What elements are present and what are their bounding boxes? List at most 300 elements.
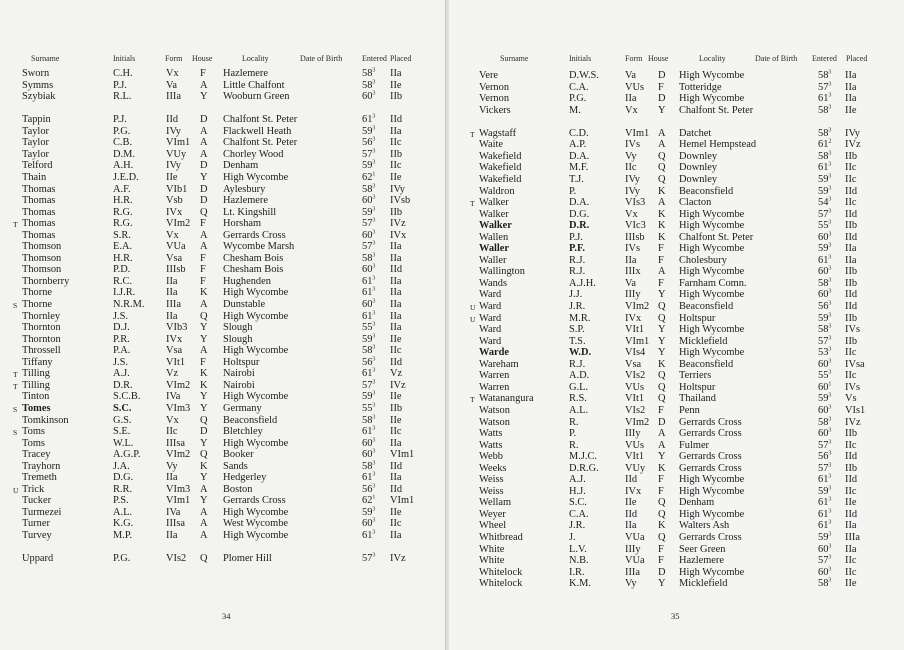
table-row [0, 160, 446, 171]
surname-cell: Whitelock [479, 578, 523, 590]
house-cell: A [200, 137, 208, 149]
entered-year: 58 [362, 183, 373, 195]
form-cell: Vsb [166, 195, 183, 206]
surname-cell: Wheel [479, 520, 507, 532]
initials-cell: A.J. [113, 368, 130, 380]
column-header-placed: Placed [390, 54, 412, 63]
placed-cell: IIb [845, 428, 858, 439]
surname-cell: Tucker [22, 495, 52, 507]
house-cell: Q [658, 381, 666, 393]
table-row [449, 544, 904, 555]
placed-cell: IIc [845, 197, 857, 208]
entered-year: 58 [818, 277, 829, 289]
form-cell: IIIa [166, 91, 181, 103]
table-row [449, 220, 904, 231]
entered-term: 3 [828, 427, 832, 434]
entered-cell [818, 174, 831, 185]
placed-cell: IIa [390, 437, 402, 449]
entered-year: 57 [362, 148, 373, 160]
entered-term: 3 [828, 104, 832, 111]
surname-cell: Tomes [22, 402, 51, 414]
surname-cell: Wallen [479, 231, 509, 243]
form-cell: IVx [625, 485, 642, 497]
form-cell: Va [625, 70, 636, 81]
locality-cell: Hazlemere [223, 68, 268, 79]
column-header-locality: Locality [699, 54, 726, 63]
entered-cell [362, 334, 375, 345]
form-cell: IId [166, 114, 179, 126]
entered-term: 1 [372, 494, 376, 501]
surname-cell: Uppard [22, 553, 54, 564]
entered-year: 59 [362, 506, 373, 518]
locality-cell: High Wycombe [223, 287, 289, 299]
locality-cell: Chalfont St. Peter [679, 104, 754, 116]
placed-cell: IIc [845, 439, 857, 451]
house-cell: D [200, 183, 208, 195]
entered-cell [818, 128, 831, 139]
locality-cell: Farnham Comn. [679, 277, 747, 289]
form-cell: VIt1 [166, 356, 186, 368]
form-cell: VIm3 [166, 483, 191, 495]
surname-cell: Thain [22, 171, 47, 183]
entered-year: 58 [362, 79, 373, 91]
form-cell: IIa [166, 530, 178, 541]
house-cell: F [658, 243, 664, 255]
house-cell: Q [658, 312, 666, 324]
initials-cell: A.H. [113, 160, 134, 172]
surname-cell: Ward [479, 324, 502, 336]
form-cell: IVy [166, 160, 182, 172]
surname-cell: Wakefield [479, 173, 522, 185]
table-row [449, 336, 904, 347]
entered-year: 58 [818, 70, 829, 81]
table-row [0, 507, 446, 518]
form-cell: Vy [166, 460, 178, 472]
house-cell: Y [200, 495, 208, 507]
house-cell: K [658, 208, 666, 220]
locality-cell: Holtspur [223, 356, 260, 368]
placed-cell: IIc [845, 555, 857, 567]
entered-term: 3 [372, 113, 376, 120]
entered-cell [362, 207, 375, 218]
form-cell: VIm1 [166, 495, 191, 507]
entered-year: 59 [362, 391, 373, 403]
entered-year: 57 [818, 555, 829, 567]
entered-cell [362, 357, 375, 368]
locality-cell: High Wycombe [679, 347, 745, 359]
house-cell: F [658, 485, 664, 497]
entered-term: 3 [372, 240, 376, 247]
placed-cell: IVz [845, 139, 861, 151]
entered-term: 3 [372, 390, 376, 397]
table-row [449, 520, 904, 531]
table-row [0, 253, 446, 264]
initials-cell: R. [569, 416, 579, 428]
entered-term: 3 [828, 346, 832, 353]
entered-year: 60 [362, 264, 373, 276]
placed-cell: IVz [845, 416, 861, 428]
entered-term: 3 [372, 252, 376, 259]
column-header-dob: Date of Birth [300, 54, 343, 63]
column-header-house: House [192, 54, 213, 63]
form-cell: IIIy [625, 289, 641, 301]
table-row [0, 368, 446, 379]
locality-cell: Chesham Bois [223, 252, 284, 264]
table-row [449, 313, 904, 324]
table-row [449, 162, 904, 173]
entered-term: 3 [828, 161, 832, 168]
entered-cell [818, 555, 831, 566]
house-cell: Y [658, 451, 666, 463]
entered-cell [362, 195, 375, 206]
surname-cell: Thomson [22, 241, 62, 253]
table-row [449, 70, 904, 81]
entered-cell [818, 93, 831, 104]
form-cell: Vx [625, 104, 638, 116]
placed-cell: IIc [390, 518, 402, 530]
house-cell: A [200, 530, 208, 541]
entered-cell [818, 509, 831, 520]
locality-cell: High Wycombe [223, 391, 289, 403]
entered-year: 59 [818, 185, 829, 197]
form-cell: VUa [625, 555, 645, 567]
entered-year: 61 [818, 162, 829, 174]
table-row [0, 218, 446, 229]
form-cell: VIs2 [166, 553, 187, 564]
entered-term: 3 [828, 473, 832, 480]
locality-cell: Horsham [223, 218, 262, 230]
form-cell: IIa [625, 93, 637, 105]
placed-cell: IIa [390, 322, 402, 334]
table-row [0, 334, 446, 345]
form-cell: Vx [166, 229, 179, 241]
entered-year: 61 [818, 139, 829, 151]
initials-cell: R.S. [569, 393, 587, 405]
table-row [449, 417, 904, 428]
house-cell: Q [200, 414, 208, 426]
table-row [449, 278, 904, 289]
surname-cell: Waller [479, 243, 510, 255]
entered-year: 61 [362, 287, 373, 299]
surname-cell: Thorne [22, 287, 53, 299]
placed-cell: IIa [390, 530, 402, 541]
entered-year: 59 [362, 206, 373, 218]
house-cell: A [200, 483, 208, 495]
form-cell: Vy [625, 578, 637, 590]
entered-year: 60 [818, 231, 829, 243]
locality-cell: Wycombe Marsh [223, 241, 295, 253]
initials-cell: A.L. [113, 506, 133, 518]
form-cell: Va [625, 277, 636, 289]
form-cell: IIc [166, 426, 178, 437]
entered-cell [362, 80, 375, 91]
placed-cell: IIb [845, 220, 858, 232]
surname-cell: Taylor [22, 148, 49, 160]
house-cell: K [658, 462, 666, 474]
entry-marker: T [13, 220, 18, 230]
table-row [0, 207, 446, 218]
entered-term: 3 [828, 531, 832, 538]
entered-year: 59 [818, 393, 829, 405]
form-cell: IIa [166, 472, 178, 484]
entered-term: 3 [372, 367, 376, 374]
initials-cell: I.J.R. [113, 287, 136, 299]
table-row [449, 105, 904, 116]
initials-cell: D.G. [569, 208, 590, 220]
left-page [0, 0, 446, 650]
initials-cell: N.R.M. [113, 299, 145, 310]
initials-cell: R.C. [113, 275, 133, 287]
entered-cell [362, 391, 375, 402]
house-cell: A [658, 439, 666, 451]
house-cell: K [658, 231, 666, 243]
form-cell: Vz [166, 368, 179, 380]
entered-cell [818, 520, 831, 531]
table-row [449, 532, 904, 543]
entered-year: 58 [818, 324, 829, 336]
locality-cell: High Wycombe [223, 171, 289, 183]
locality-cell: Downley [679, 162, 718, 174]
surname-cell: Wakefield [479, 162, 522, 174]
table-row [449, 497, 904, 508]
form-cell: IVx [166, 206, 183, 218]
entered-cell [362, 241, 375, 252]
locality-cell: High Wycombe [679, 70, 745, 81]
table-row [449, 428, 904, 439]
entered-year: 59 [362, 333, 373, 345]
table-row [449, 440, 904, 451]
entered-term: 3 [828, 566, 832, 573]
entered-term: 3 [828, 369, 832, 376]
house-cell: A [200, 125, 208, 137]
table-row [0, 518, 446, 529]
initials-cell: P.A. [113, 345, 131, 357]
entered-term: 3 [828, 462, 832, 469]
entry-marker: U [470, 303, 476, 312]
locality-cell: High Wycombe [679, 508, 745, 520]
form-cell: IIa [625, 254, 637, 266]
house-cell: Q [658, 370, 666, 382]
house-cell: Y [200, 171, 208, 183]
placed-cell: IIb [845, 462, 858, 474]
locality-cell: High Wycombe [679, 474, 745, 486]
entered-term: 3 [372, 194, 376, 201]
form-cell: IVy [625, 173, 641, 185]
placed-cell: IIb [845, 335, 858, 347]
entered-cell [362, 449, 375, 460]
table-row [0, 172, 446, 183]
form-cell: VIm2 [166, 449, 191, 461]
entered-year: 58 [362, 414, 373, 426]
initials-cell: A.D. [569, 370, 590, 382]
table-row [449, 509, 904, 520]
table-row [0, 276, 446, 287]
entered-year: 61 [362, 530, 373, 541]
entered-term: 3 [372, 448, 376, 455]
placed-cell: IId [845, 301, 858, 312]
entered-cell [362, 68, 375, 79]
initials-cell: A.J. [569, 474, 586, 486]
form-cell: Vsa [166, 345, 183, 357]
house-cell: Y [200, 391, 208, 403]
locality-cell: Nairobi [223, 368, 255, 380]
initials-cell: I.R. [569, 566, 585, 578]
entered-year: 59 [818, 173, 829, 185]
table-row [0, 461, 446, 472]
house-cell: Y [658, 347, 666, 359]
house-cell: K [658, 520, 666, 532]
surname-cell: Wagstaff [479, 127, 517, 139]
placed-cell: IIa [845, 243, 857, 255]
locality-cell: Gerrards Cross [223, 229, 286, 241]
surname-cell: Wallington [479, 266, 525, 278]
entered-year: 58 [818, 150, 829, 162]
initials-cell: W.D. [569, 347, 592, 359]
entered-term: 3 [828, 577, 832, 584]
initials-cell: A.L. [569, 404, 589, 416]
house-cell: Q [658, 162, 666, 174]
entered-year: 58 [818, 578, 829, 590]
table-row [449, 382, 904, 393]
house-cell: Q [658, 301, 666, 312]
house-cell: F [658, 555, 664, 567]
locality-cell: High Wycombe [679, 220, 745, 232]
house-cell: Y [200, 472, 208, 484]
form-cell: VIs3 [625, 197, 646, 208]
entered-cell [818, 232, 831, 243]
placed-cell: IId [845, 208, 858, 220]
entered-year: 61 [818, 497, 829, 509]
surname-cell: Thomas [22, 206, 56, 218]
locality-cell: Chalfont St. Peter [223, 137, 298, 149]
house-cell: F [200, 264, 206, 276]
entered-cell [362, 91, 375, 102]
initials-cell: S.C. [113, 402, 132, 414]
table-row [449, 151, 904, 162]
initials-cell: P.G. [113, 125, 131, 137]
entered-year: 58 [362, 460, 373, 472]
entered-term: 3 [828, 392, 832, 399]
surname-cell: Whitelock [479, 566, 523, 578]
table-row [449, 174, 904, 185]
table-row [449, 324, 904, 335]
placed-cell: IIe [845, 578, 857, 590]
entry-marker: S [13, 301, 18, 310]
entered-year: 60 [818, 266, 829, 278]
house-cell: A [200, 506, 208, 518]
placed-cell: IVz [390, 218, 406, 230]
surname-cell: Tinton [22, 391, 50, 403]
surname-cell: Warde [479, 347, 510, 359]
entered-cell [362, 380, 375, 391]
entered-year: 61 [362, 275, 373, 287]
table-row [0, 137, 446, 148]
initials-cell: R.L. [113, 91, 132, 103]
locality-cell: High Wycombe [223, 437, 289, 449]
house-cell: K [658, 220, 666, 232]
house-cell: Q [200, 206, 208, 218]
surname-cell: Waite [479, 139, 503, 151]
entered-term: 3 [828, 219, 832, 226]
surname-cell: Throssell [22, 345, 61, 357]
house-cell: A [658, 127, 666, 139]
table-row [0, 530, 446, 541]
entered-cell [818, 532, 831, 543]
entered-cell [818, 243, 831, 254]
entered-cell [818, 82, 831, 93]
entry-marker: S [13, 404, 18, 414]
entered-term: 3 [828, 300, 832, 307]
initials-cell: S.P. [569, 324, 585, 336]
entered-cell [362, 172, 375, 183]
form-cell: VIt1 [625, 393, 645, 405]
entered-cell [818, 474, 831, 485]
initials-cell: W.L. [113, 437, 134, 449]
form-cell: IIIsb [166, 264, 186, 276]
table-row [0, 415, 446, 426]
table-row [449, 578, 904, 589]
surname-cell: Toms [22, 426, 45, 437]
table-row [0, 80, 446, 91]
table-row [449, 463, 904, 474]
entered-year: 58 [818, 416, 829, 428]
table-row [449, 139, 904, 150]
form-cell: VIs2 [625, 370, 646, 382]
locality-cell: Beaconsfield [679, 185, 734, 197]
entered-cell [818, 336, 831, 347]
table-row [0, 449, 446, 460]
house-cell: A [658, 139, 666, 151]
form-cell: IVa [166, 391, 181, 403]
table-row [0, 484, 446, 495]
form-cell: VUa [166, 241, 186, 253]
entered-year: 60 [362, 195, 373, 206]
surname-cell: Tiffany [22, 356, 53, 368]
entered-cell [362, 507, 375, 518]
entered-year: 57 [818, 208, 829, 220]
entered-cell [818, 544, 831, 555]
locality-cell: High Wycombe [679, 266, 745, 278]
form-cell: IIe [166, 171, 178, 183]
table-row [0, 472, 446, 483]
placed-cell: IVsa [845, 358, 865, 370]
house-cell: Q [658, 508, 666, 520]
placed-cell: IIb [390, 91, 403, 103]
form-cell: VIm1 [625, 127, 650, 139]
locality-cell: Beaconsfield [679, 358, 734, 370]
placed-cell: IIb [845, 266, 858, 278]
entered-term: 3 [372, 79, 376, 86]
locality-cell: Bletchley [223, 426, 263, 437]
initials-cell: D.A. [569, 150, 590, 162]
form-cell: VIt1 [625, 324, 645, 336]
entered-cell [362, 495, 375, 506]
surname-cell: Szybiak [22, 91, 56, 103]
surname-cell: Thornton [22, 333, 61, 345]
entered-term: 3 [372, 402, 376, 409]
entered-cell [362, 322, 375, 333]
house-cell: Q [200, 310, 208, 322]
column-header-form: Form [165, 54, 183, 63]
house-cell: F [658, 81, 664, 93]
form-cell: Vx [166, 68, 179, 79]
entered-cell [818, 324, 831, 335]
entered-term: 3 [372, 333, 376, 340]
locality-cell: High Wycombe [223, 310, 289, 322]
placed-cell: IIc [845, 566, 857, 578]
table-row [0, 184, 446, 195]
entered-year: 55 [818, 370, 829, 382]
